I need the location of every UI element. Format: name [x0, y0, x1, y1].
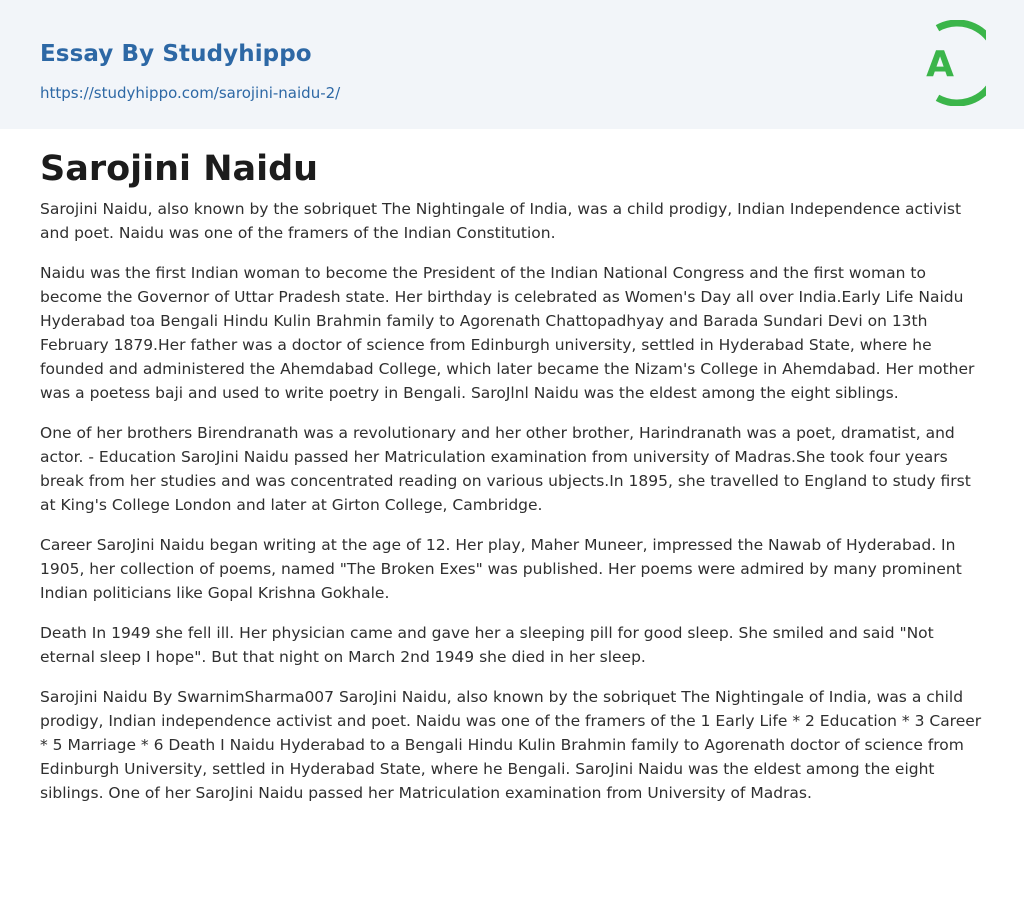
article-paragraph: Naidu was the first Indian woman to become the President of the Indian National Congress and the first woman to become the Governor of Uttar Pradesh state. Her birthday is celebrated as Women's Day all over India.Early Life Naidu Hyderabad toa Bengali Hindu Kulin Brahmin family to Agorenath Chattopadhyay and Barada Sundari Devi on 13th February 1879.Her father was a doctor of science from Edinburgh university, settled in Hyderabad State, where he founded and administered the Ahemdabad College, which later became the Nizam's College in Ahemdabad. Her mother was a poetess baji and used to write poetry in Bengali. SaroJlnl Naidu was the eldest among the eight siblings. — [40, 264, 975, 402]
article-paragraph: Death In 1949 she fell ill. Her physician came and gave her a sleeping pill for good sleep. She smiled and said "Not eternal sleep I hope". But that night on March 2nd 1949 she died in her sleep. — [40, 624, 934, 666]
brand-title: Essay By Studyhippo — [40, 41, 312, 67]
logo-letter: A — [926, 44, 954, 85]
page-title: Sarojini Naidu — [40, 149, 319, 189]
site-header — [0, 0, 1024, 129]
article-paragraph: One of her brothers Birendranath was a revolutionary and her other brother, Harindranath was a poet, dramatist, and actor. - Education SaroJini Naidu passed her Matriculation examination from university of Madras.She took four years break from her studies and was concentrated reading on various ubjects.In 1895, she travelled to England to study first at King's College London and later at Girton College, Cambridge. — [40, 424, 971, 514]
source-url-link[interactable]: https://studyhippo.com/sarojini-naidu-2/ — [40, 84, 341, 102]
article-paragraph: Sarojini Naidu By SwarnimSharma007 SaroJini Naidu, also known by the sobriquet The Nightingale of India, was a child prodigy, Indian independence activist and poet. Naidu was one of the framers of the 1 Early Life * 2 Education * 3 Career * 5 Marriage * 6 Death I Naidu Hyderabad to a Bengali Hindu Kulin Brahmin family to Agorenath doctor of science from Edinburgh University, settled in Hyderabad State, where he Bengali. SaroJini Naidu was the eldest among the eight siblings. One of her SaroJini Naidu passed her Matriculation examination from University of Madras. — [40, 688, 982, 802]
article-paragraph: Sarojini Naidu, also known by the sobriquet The Nightingale of India, was a child prodigy, Indian Independence activist and poet. Naidu was one of the framers of the Indian Constitution. — [40, 200, 962, 242]
article-paragraph: Career SaroJini Naidu began writing at the age of 12. Her play, Maher Muneer, impressed the Nawab of Hyderabad. In 1905, her collection of poems, named "The Broken Exes" was published. Her poems were admired by many prominent Indian politicians like Gopal Krishna Gokhale. — [40, 536, 962, 602]
article — [0, 129, 1024, 805]
studyhippo-logo-icon[interactable] — [914, 20, 986, 106]
